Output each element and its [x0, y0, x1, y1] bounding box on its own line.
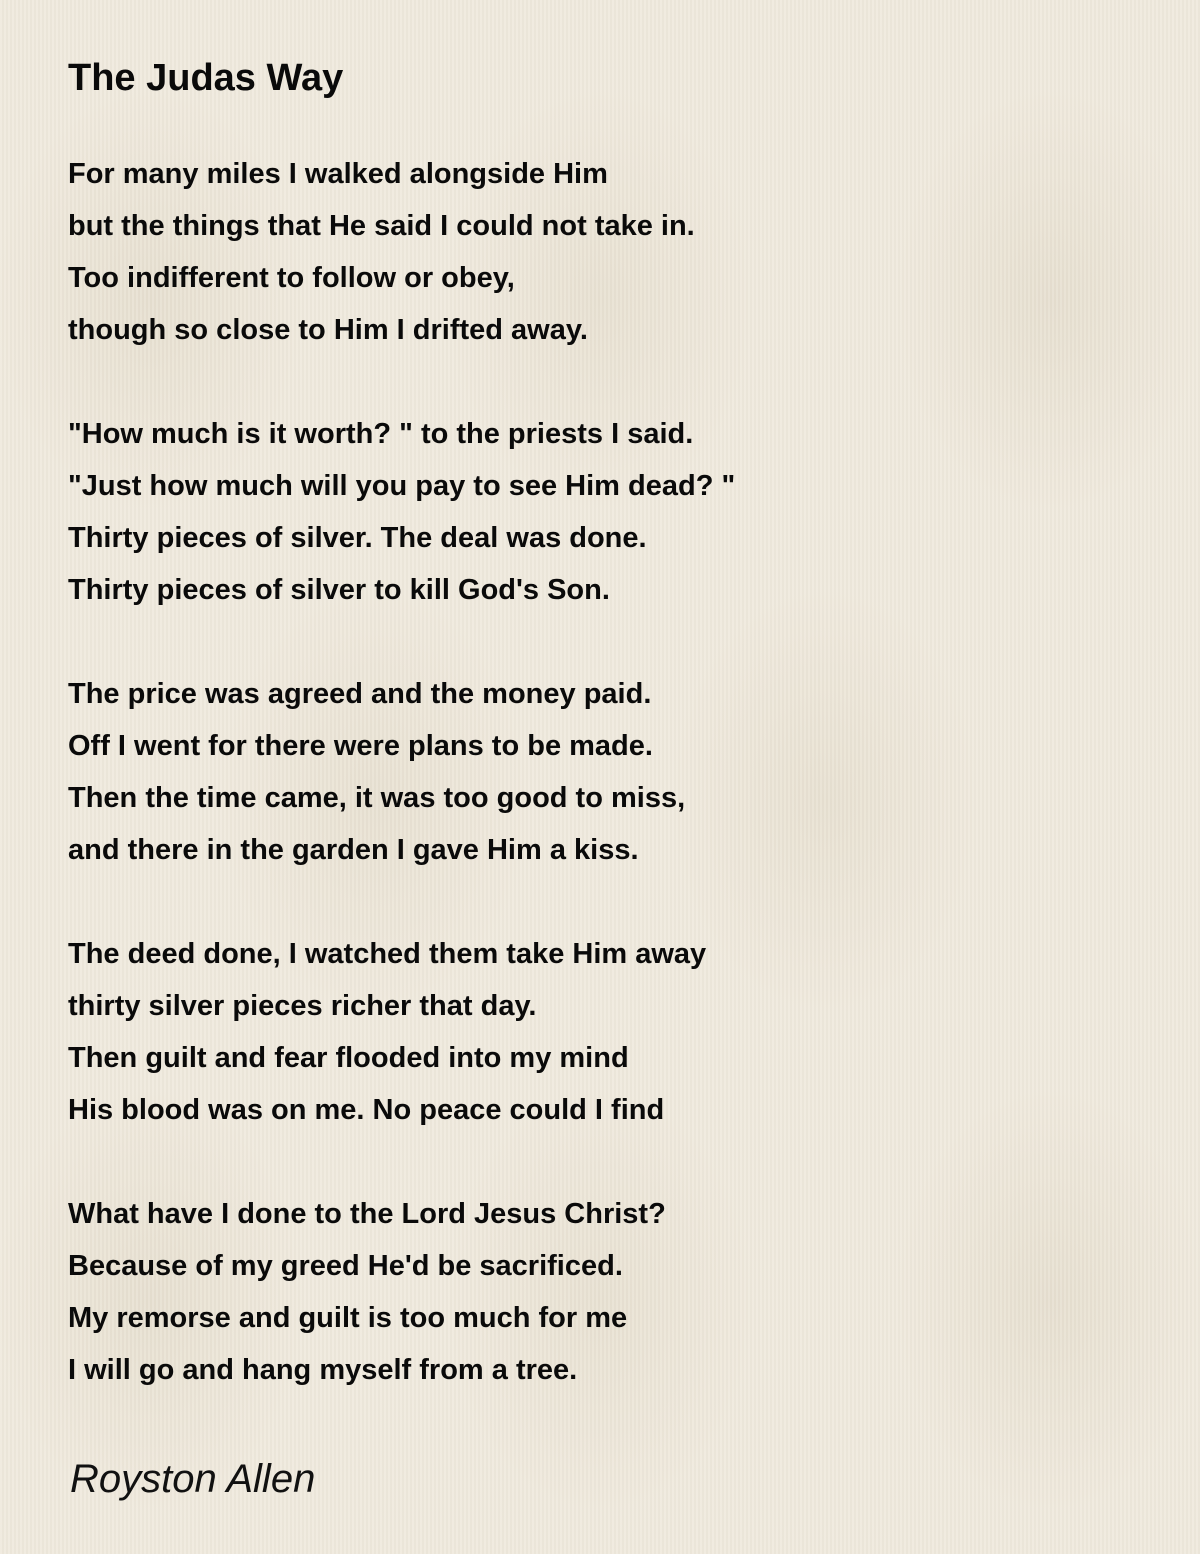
poem-line: I will go and hang myself from a tree. — [68, 1354, 578, 1386]
poem-line: but the things that He said I could not take in. — [68, 210, 695, 242]
poem-line: "How much is it worth? " to the priests I said. — [68, 418, 694, 450]
stanza-2 — [68, 408, 1168, 616]
poem-line: Off I went for there were plans to be made. — [68, 730, 653, 762]
poem-line: Thirty pieces of silver. The deal was done. — [68, 522, 647, 554]
poem-line: "Just how much will you pay to see Him dead? " — [68, 470, 736, 502]
poem-line: and there in the garden I gave Him a kiss. — [68, 834, 639, 866]
poem-line: The deed done, I watched them take Him away — [68, 938, 707, 970]
poem-line: My remorse and guilt is too much for me — [68, 1302, 628, 1334]
stanza-5 — [68, 1188, 1168, 1396]
poem-line: The price was agreed and the money paid. — [68, 678, 652, 710]
stanza-4 — [68, 928, 1168, 1136]
poem-title: The Judas Way — [68, 57, 344, 99]
poem-line: What have I done to the Lord Jesus Christ? — [68, 1198, 666, 1230]
poem-line: Because of my greed He'd be sacrificed. — [68, 1250, 623, 1282]
poem-line: Then the time came, it was too good to miss, — [68, 782, 686, 814]
stanza-3 — [68, 668, 1168, 876]
poem-line: Then guilt and fear flooded into my mind — [68, 1042, 629, 1074]
poem-line: For many miles I walked alongside Him — [68, 158, 608, 190]
poem-line: Too indifferent to follow or obey, — [68, 262, 515, 294]
poem-line: thirty silver pieces richer that day. — [68, 990, 537, 1022]
poem-line: though so close to Him I drifted away. — [68, 314, 588, 346]
poem-body — [68, 148, 1168, 1448]
author-name: Royston Allen — [70, 1457, 316, 1501]
stanza-1 — [68, 148, 1168, 356]
poem-line: His blood was on me. No peace could I find — [68, 1094, 665, 1126]
poem-line: Thirty pieces of silver to kill God's Son. — [68, 574, 610, 606]
